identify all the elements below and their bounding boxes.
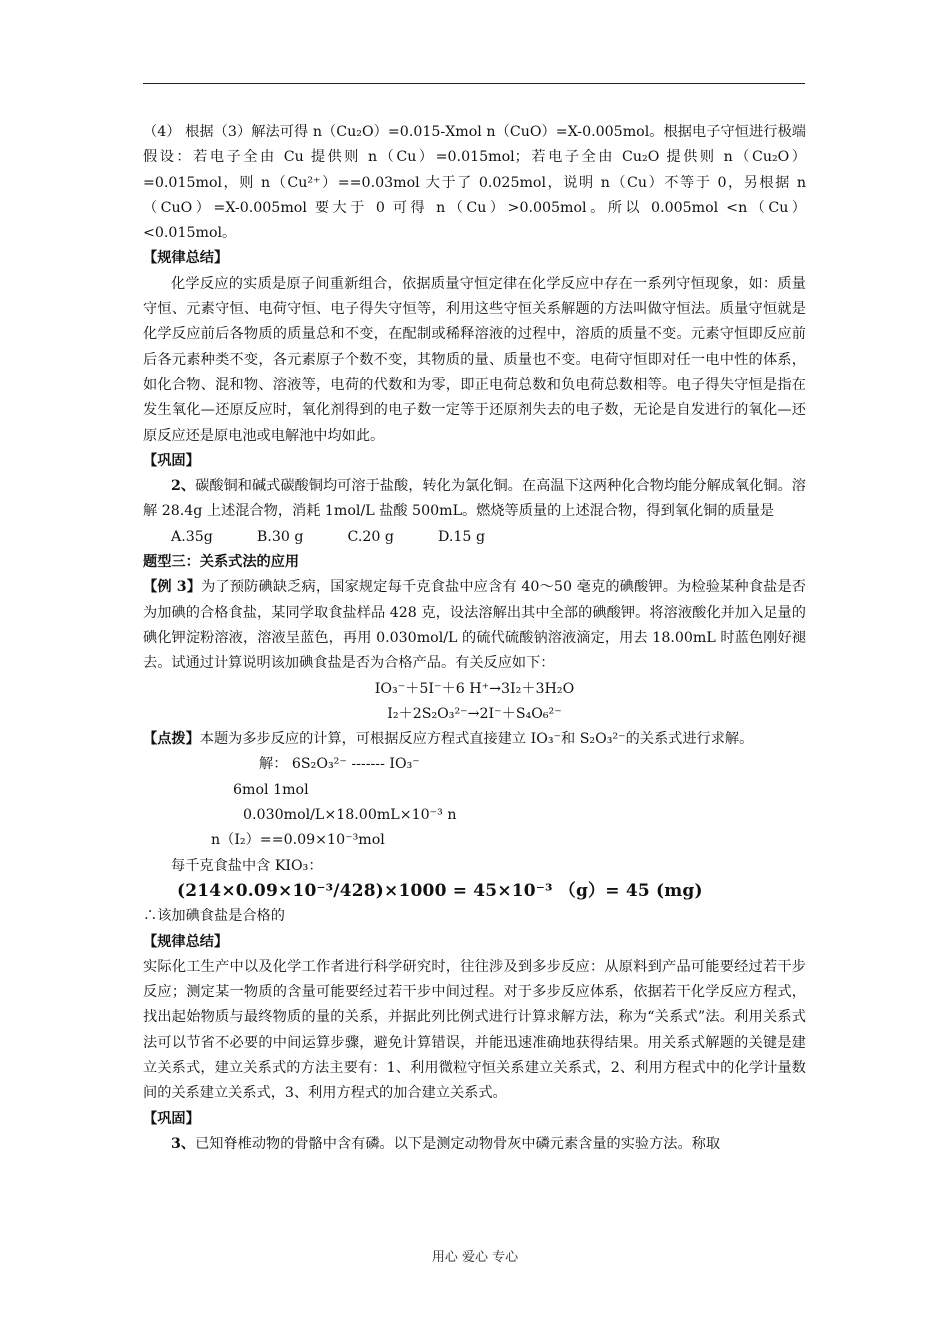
example-3	[143, 575, 806, 676]
question-2-options	[143, 525, 806, 550]
type3-heading: 题型三：关系式法的应用	[143, 554, 300, 571]
law-summary-heading-2: 【规律总结】	[143, 933, 229, 950]
solution-line-3: 0.030mol/L×18.00mL×10⁻³ n	[243, 807, 457, 824]
question-2-number: 2、	[171, 478, 196, 495]
paragraph-part4: （4） 根据（3）解法可得 n（Cu₂O）=0.015-Xmol n（CuO）=X-0.005mol。根据电子守恒进行极端假设：若电子全由 Cu 提供则 n（Cu）=0.015mol；若电子全由 Cu₂O 提供则 n（Cu₂O）=0.015mol，则 n（Cu²⁺）==0.03mol 大于了 0.025mol，说明 n（Cu）不等于 0，另根据 n（CuO）=X-0.005mol 要大于 0 可得 n（Cu）>0.005mol。所以 0.005mol <n（Cu）<0.015mol。	[143, 124, 806, 242]
document-body	[143, 120, 806, 1157]
solution-formula: (214×0.09×10⁻³/428)×1000 = 45×10⁻³ （g）= 45 (mg)	[177, 880, 703, 901]
question-2-text: 碳酸铜和碱式碳酸铜均可溶于盐酸，转化为氯化铜。在高温下这两种化合物均能分解成氧化铜。溶解 28.4g 上述混合物，消耗 1mol/L 盐酸 500mL。燃烧等质量的上述混合物，得到氧化铜的质量是	[143, 478, 806, 520]
option-b: B.30 g	[256, 528, 304, 545]
question-3-number: 3、	[171, 1135, 196, 1152]
law-summary-text-1: 化学反应的实质是原子间重新组合，依据质量守恒定律在化学反应中存在一系列守恒现象，如：质量守恒、元素守恒、电荷守恒、电子得失守恒等，利用这些守恒关系解题的方法叫做守恒法。质量守恒就是化学反应前后各物质的质量总和不变，在配制或稀释溶液的过程中，溶质的质量不变。元素守恒即反应前后各元素种类不变，各元素原子个数不变，其物质的量、质量也不变。电荷守恒即对任一电中性的体系，如化合物、混和物、溶液等，电荷的代数和为零，即正电荷总数和负电荷总数相等。电子得失守恒是指在发生氧化—还原反应时，氧化剂得到的电子数一定等于还原剂失去的电子数，无论是自发进行的氧化—还原反应还是原电池或电解池中均如此。	[143, 275, 806, 444]
header-rule	[143, 83, 805, 84]
hint-text: 本题为多步反应的计算，可根据反应方程式直接建立 IO₃⁻和 S₂O₃²⁻的关系式进行求解。	[199, 731, 754, 748]
solution-line-5: 每千克食盐中含 KIO₃：	[171, 857, 323, 874]
equation-1: IO₃⁻＋5I⁻＋6 H⁺→3I₂＋3H₂O	[374, 680, 575, 697]
example-3-label: 【例 3】	[143, 579, 202, 596]
page-footer: 用心 爱心 专心	[431, 1250, 519, 1265]
option-a: A.35g	[171, 528, 213, 545]
solution-line-4: n（I₂）==0.09×10⁻³mol	[211, 832, 385, 849]
hint-label: 【点拨】	[143, 731, 200, 748]
consolidate-heading-1: 【巩固】	[143, 452, 200, 469]
law-summary-text-2: 实际化工生产中以及化学工作者进行科学研究时，往往涉及到多步反应：从原料到产品可能要经过若干步反应；测定某一物质的含量可能要经过若干步中间过程。对于多步反应体系，依据若干化学反应方程式，找出起始物质与最终物质的量的关系，并据此列比例式进行计算求解方法，称为“关系式”法。利用关系式法可以节省不必要的中间运算步骤，避免计算错误，并能迅速准确地获得结果。用关系式解题的关键是建立关系式，建立关系式的方法主要有：1、利用微粒守恒关系建立关系式，2、利用方程式中的化学计量数间的关系建立关系式，3、利用方程式的加合建立关系式。	[143, 958, 806, 1102]
example-3-text: 为了预防碘缺乏病，国家规定每千克食盐中应含有 40～50 毫克的碘酸钾。为检验某种食盐是否为加碘的合格食盐，某同学取食盐样品 428 克，设法溶解出其中全部的碘酸钾。将溶液酸化并加入足量的碘化钾淀粉溶液，溶液呈蓝色，再用 0.030mol/L 的硫代硫酸钠溶液滴定，用去 18.00mL 时蓝色刚好褪去。试通过计算说明该加碘食盐是否为合格产品。有关反应如下：	[143, 579, 806, 672]
solution-line-2: 6mol 1mol	[233, 781, 309, 798]
question-3-text: 已知脊椎动物的骨骼中含有磷。以下是测定动物骨灰中磷元素含量的实验方法。称取	[195, 1135, 721, 1152]
law-summary-heading-1: 【规律总结】	[143, 250, 229, 267]
hint	[143, 727, 806, 752]
question-2	[143, 474, 806, 525]
equation-2: I₂＋2S₂O₃²⁻→2I⁻＋S₄O₆²⁻	[387, 705, 562, 722]
solution-line-1: 解： 6S₂O₃²⁻ ------- IO₃⁻	[259, 756, 420, 773]
conclusion: ∴该加碘食盐是合格的	[143, 908, 285, 925]
consolidate-heading-2: 【巩固】	[143, 1110, 200, 1127]
option-d: D.15 g	[438, 528, 486, 545]
question-3	[143, 1132, 806, 1157]
option-c: C.20 g	[347, 528, 394, 545]
